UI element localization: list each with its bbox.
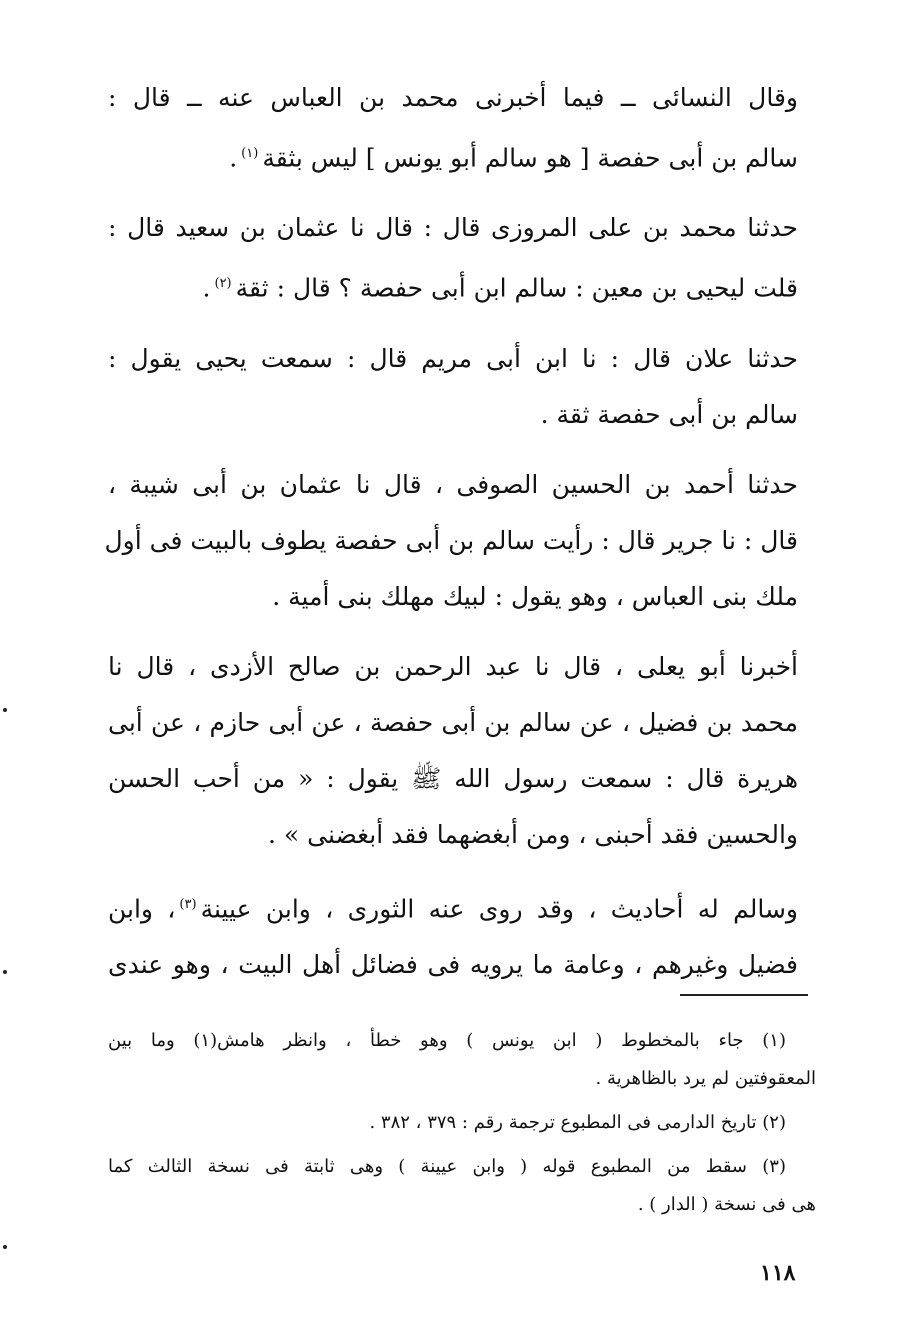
paragraph-1 <box>108 70 798 186</box>
text-line: وقال النسائى ــ فيما أخبرنى محمد بن العباس عنه ــ قال : <box>108 83 798 112</box>
footnote-ref-3[interactable]: (٣) <box>179 896 197 912</box>
text-line <box>108 256 798 316</box>
text-line: فضيل وغيرهم ، وعامة ما يرويه فى فضائل أهل البيت ، وهو عندى <box>108 949 798 979</box>
footnote-2 <box>108 1104 816 1142</box>
text-fragment: ، وابن <box>108 893 176 923</box>
footnote-3 <box>108 1148 816 1224</box>
footnote-line: (١) جاء بالمخطوط ( ابن يونس ) وهو خطأ ، وانظر هامش(١) وما بين <box>108 1030 786 1051</box>
footnote-line: (٢) تاريخ الدارمى فى المطبوع ترجمة رقم : ٣٧٩ ، ٣٨٢ . <box>369 1112 786 1133</box>
main-text <box>104 70 798 1007</box>
footnote-ref-1[interactable]: (١) <box>241 146 259 161</box>
scan-mark <box>3 970 7 974</box>
paragraph-6 <box>108 877 798 993</box>
paragraph-2 <box>108 200 798 316</box>
text-line: محمد بن فضيل ، عن سالم بن أبى حفصة ، عن أبى حازم ، عن أبى <box>108 707 798 737</box>
footnote-1 <box>108 1022 816 1098</box>
footnote-ref-2[interactable]: (٢) <box>214 276 232 292</box>
text-fragment: وسالم له أحاديث ، وقد روى عنه الثورى ، وابن عيينة <box>200 893 798 923</box>
text-line: ملك بنى العباس ، وهو يقول : لبيك مهلك بنى أمية . <box>272 581 798 611</box>
paragraph-5 <box>108 639 798 863</box>
footnote-separator <box>680 994 808 996</box>
paragraph-4 <box>104 457 798 625</box>
sentence-end: . <box>229 143 238 173</box>
text-line: أخبرنا أبو يعلى ، قال نا عبد الرحمن بن صالح الأزدى ، قال نا <box>108 651 798 681</box>
text-fragment: قلت ليحيى بن معين : سالم ابن أبى حفصة ؟ قال : ثقة <box>235 273 798 303</box>
text-fragment: سالم بن أبى حفصة [ هو سالم أبو يونس ] ليس بثقة <box>262 143 798 173</box>
text-line: سالم بن أبى حفصة ثقة . <box>540 399 798 429</box>
text-line: حدثنا محمد بن على المروزى قال : قال نا عثمان بن سعيد قال : <box>108 213 798 243</box>
paragraph-3 <box>108 331 798 443</box>
footnote-line: المعقوفتين لم يرد بالظاهرية . <box>595 1068 816 1089</box>
footnote-line: (٣) سقط من المطبوع قوله ( وابن عيينة ) وهى ثابتة فى نسخة الثالث كما <box>108 1156 786 1177</box>
text-line: حدثنا أحمد بن الحسين الصوفى ، قال نا عثمان بن أبى شيبة ، <box>108 469 798 499</box>
text-line <box>108 877 798 937</box>
text-line: هريرة قال : سمعت رسول الله ﷺ يقول : « من أحب الحسن <box>108 763 798 793</box>
page-number: ١١٨ <box>760 1260 796 1286</box>
text-line <box>108 126 798 186</box>
scan-mark <box>3 708 7 712</box>
text-line: والحسين فقد أحبنى ، ومن أبغضهما فقد أبغضنى » . <box>267 819 798 849</box>
text-line: حدثنا علان قال : نا ابن أبى مريم قال : سمعت يحيى يقول : <box>108 343 798 373</box>
sentence-end: . <box>202 273 211 303</box>
footnote-line: هى فى نسخة ( الدار ) . <box>637 1194 816 1215</box>
footnotes <box>108 1022 816 1230</box>
scan-mark <box>3 1245 7 1249</box>
text-line: قال : نا جرير قال : رأيت سالم بن أبى حفصة يطوف بالبيت فى أول <box>104 525 798 555</box>
